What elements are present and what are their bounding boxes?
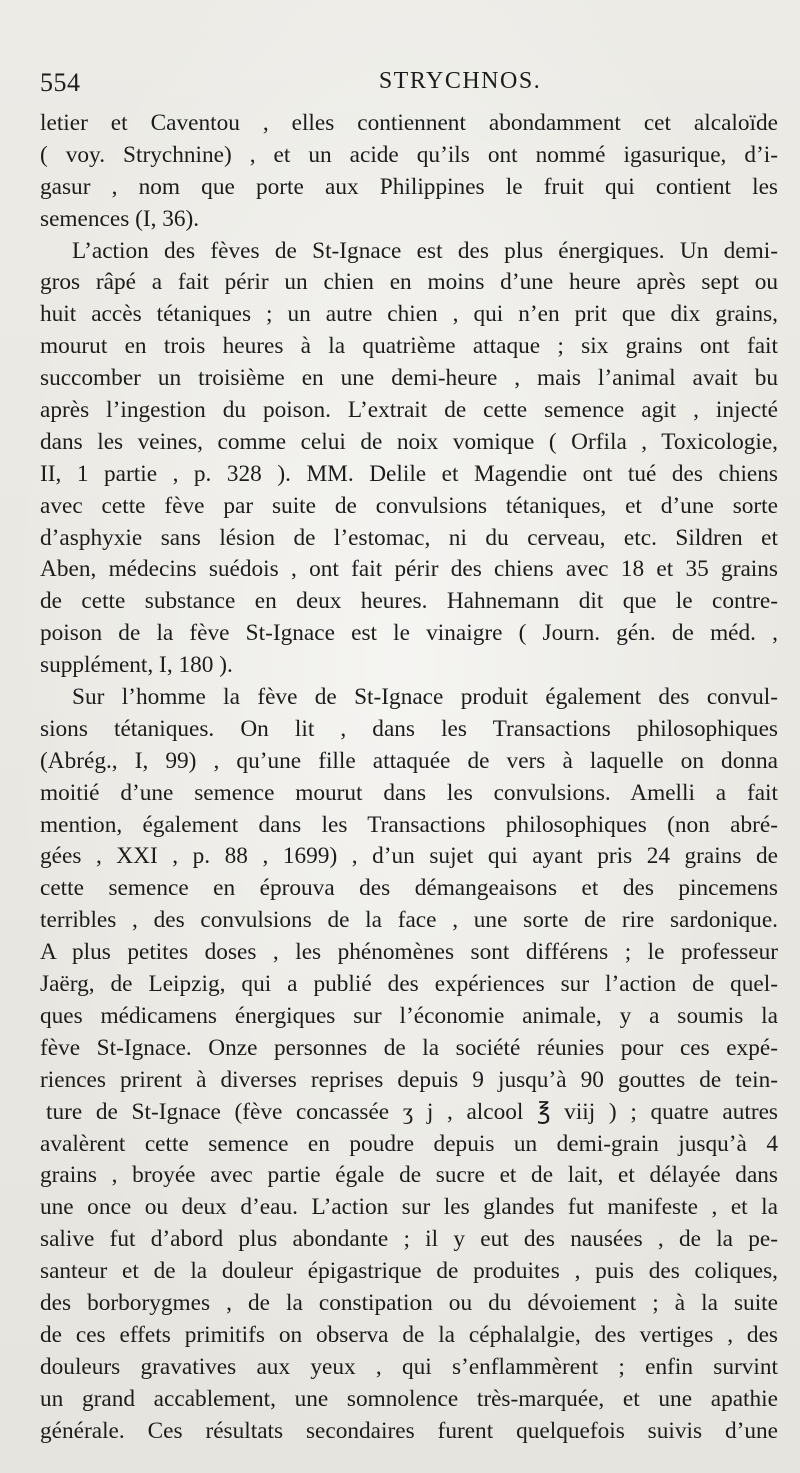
text-line: ( voy. Strychnine) , et un acide qu’ils ont nommé igasurique, d’i- <box>40 141 778 168</box>
text-line: fève St-Ignace. Onze personnes de la société réunies pour ces expé- <box>40 1034 778 1061</box>
paragraph-start-line: L’action des fèves de St-Ignace est des plus énergiques. Un demi- <box>72 237 778 264</box>
text-line: succomber un troisième en une demi-heure , mais l’animal avait bu <box>40 365 778 392</box>
text-line: ques médicamens énergiques sur l’économie animale, y a soumis la <box>40 1002 778 1029</box>
text-line: de ces effets primitifs on observa de la céphalalgie, des vertiges , des <box>40 1321 778 1348</box>
text-line: ture de St-Ignace (fève concassée ʒ j , alcool ℥ viij ) ; quatre autres <box>46 1098 778 1125</box>
text-line: moitié d’une semence mourut dans les convulsions. Amelli a fait <box>40 779 778 806</box>
text-line: supplément, I, 180 ). <box>40 652 233 679</box>
text-line: II, 1 partie , p. 328 ). MM. Delile et Magendie ont tué des chiens <box>40 460 778 487</box>
text-line: gros râpé a fait périr un chien en moins d’une heure après sept ou <box>40 269 778 296</box>
text-line: d’asphyxie sans lésion de l’estomac, ni du cerveau, etc. Sildren et <box>40 524 778 551</box>
text-line: semences (I, 36). <box>40 205 200 232</box>
text-line: générale. Ces résultats secondaires furent quelquefois suivis d’une <box>40 1417 778 1444</box>
text-line: douleurs gravatives aux yeux , qui s’enflammèrent ; enfin survint <box>40 1353 778 1380</box>
page-header <box>40 68 780 108</box>
text-line: dans les veines, comme celui de noix vomique ( Orfila , Toxicologie, <box>40 428 778 455</box>
text-line: avalèrent cette semence en poudre depuis un demi-grain jusqu’à 4 <box>40 1130 778 1157</box>
text-line: (Abrég., I, 99) , qu’une fille attaquée de vers à laquelle on donna <box>40 747 778 774</box>
text-line: poison de la fève St-Ignace est le vinaigre ( Journ. gén. de méd. , <box>40 620 778 647</box>
text-line: mourut en trois heures à la quatrième attaque ; six grains ont fait <box>40 333 778 360</box>
text-line: grains , broyée avec partie égale de sucre et de lait, et délayée dans <box>40 1162 778 1189</box>
text-line: santeur et de la douleur épigastrique de produites , puis des coliques, <box>40 1258 778 1285</box>
text-line: Aben, médecins suédois , ont fait périr des chiens avec 18 et 35 grains <box>40 556 778 583</box>
text-line: huit accès tétaniques ; un autre chien , qui n’en prit que dix grains, <box>40 301 778 328</box>
text-line: une once ou deux d’eau. L’action sur les glandes fut manifeste , et la <box>40 1194 778 1221</box>
text-line: avec cette fève par suite de convulsions tétaniques, et d’une sorte <box>40 492 778 519</box>
running-head: STRYCHNOS. <box>378 68 542 94</box>
text-line: terribles , des convulsions de la face , une sorte de rire sardonique. <box>40 907 778 934</box>
text-line: un grand accablement, une somnolence très-marquée, et une apathie <box>40 1385 778 1412</box>
text-line: gasur , nom que porte aux Philippines le fruit qui contient les <box>40 173 778 200</box>
text-line: des borborygmes , de la constipation ou du dévoiement ; à la suite <box>40 1289 778 1316</box>
paragraph-start-line: Sur l’homme la fève de St-Ignace produit également des convul- <box>72 684 778 711</box>
text-line: cette semence en éprouva des démangeaisons et des pincemens <box>40 875 778 902</box>
text-line: A plus petites doses , les phénomènes sont différens ; le professeur <box>40 939 778 966</box>
text-line: Jaërg, de Leipzig, qui a publié des expériences sur l’action de quel- <box>40 971 778 998</box>
text-line: salive fut d’abord plus abondante ; il y eut des nausées , de la pe- <box>40 1226 778 1253</box>
text-line: après l’ingestion du poison. L’extrait de cette semence agit , injecté <box>40 397 778 424</box>
text-line: de cette substance en deux heures. Hahnemann dit que le contre- <box>40 588 778 615</box>
text-line: gées , XXI , p. 88 , 1699) , d’un sujet qui ayant pris 24 grains de <box>40 843 778 870</box>
text-line: riences prirent à diverses reprises depuis 9 jusqu’à 90 gouttes de tein- <box>40 1066 778 1093</box>
page-number: 554 <box>40 68 81 97</box>
text-line: letier et Caventou , elles contiennent abondamment cet alcaloïde <box>40 110 778 136</box>
text-line: mention, également dans les Transactions philosophiques (non abré- <box>40 811 778 838</box>
text-line: sions tétaniques. On lit , dans les Transactions philosophiques <box>40 715 778 742</box>
body-text <box>40 108 778 1447</box>
